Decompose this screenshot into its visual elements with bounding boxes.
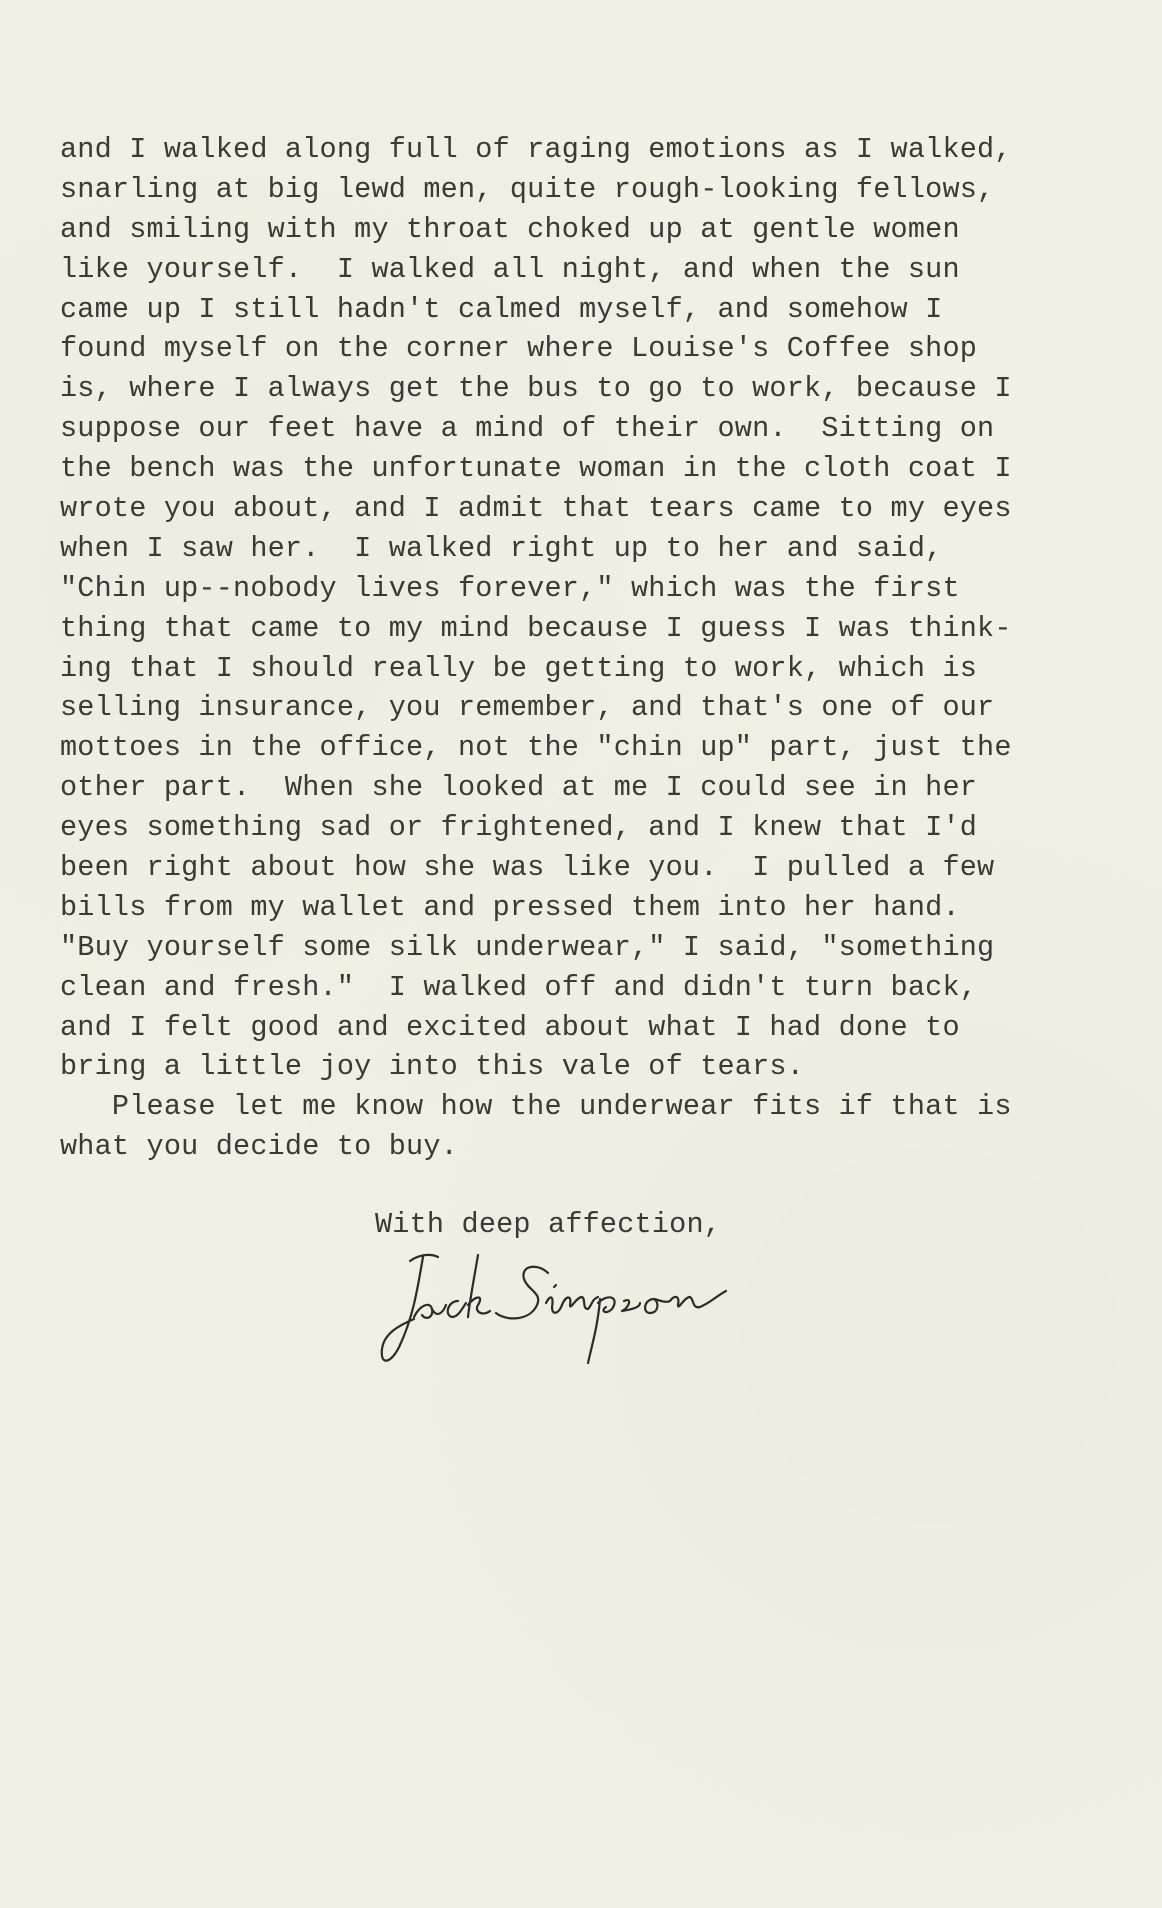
letter-line: what you decide to buy. — [60, 1130, 458, 1164]
letter-line: the bench was the unfortunate woman in the cloth coat I — [60, 452, 1012, 486]
letter-line: "Buy yourself some silk underwear," I said, "something — [60, 930, 995, 964]
letter-line: bills from my wallet and pressed them into her hand. — [60, 890, 960, 924]
letter-line: and smiling with my throat choked up at gentle women — [60, 212, 960, 246]
letter-line: been right about how she was like you. I pulled a few — [60, 851, 995, 885]
letter-line: and I felt good and excited about what I had done to — [60, 1010, 960, 1044]
letter-line: when I saw her. I walked right up to her and said, — [60, 531, 943, 565]
letter-line: ing that I should really be getting to work, which is — [60, 651, 978, 685]
letter-line: suppose our feet have a mind of their own. Sitting on — [60, 412, 995, 446]
letter-line: other part. When she looked at me I could see in her — [60, 771, 978, 805]
letter-line: snarling at big lewd men, quite rough-looking fellows, — [60, 172, 995, 206]
letter-line: came up I still hadn't calmed myself, and somehow I — [60, 292, 943, 326]
letter-line: clean and fresh." I walked off and didn't turn back, — [60, 970, 978, 1004]
letter-line: found myself on the corner where Louise's Coffee shop — [60, 332, 978, 366]
letter-line: Please let me know how the underwear fits if that is — [60, 1090, 1012, 1124]
letter-line: is, where I always get the bus to go to work, because I — [60, 372, 1012, 406]
letter-line: selling insurance, you remember, and that's one of our — [60, 691, 995, 725]
letter-line: bring a little joy into this vale of tears. — [60, 1050, 805, 1084]
letter-line: eyes something sad or frightened, and I knew that I'd — [60, 811, 978, 845]
letter-body — [60, 130, 1120, 1167]
letter-line: thing that came to my mind because I guess I was think- — [60, 611, 1012, 645]
handwritten-signature — [378, 1245, 758, 1375]
closing-salutation: With deep affection, — [375, 1208, 722, 1241]
letter-line: like yourself. I walked all night, and when the sun — [60, 252, 960, 286]
letter-line: "Chin up--nobody lives forever," which was the first — [60, 571, 960, 605]
letter-line: and I walked along full of raging emotions as I walked, — [60, 133, 1012, 166]
letter-line: mottoes in the office, not the "chin up" part, just the — [60, 731, 1012, 765]
letter-line: wrote you about, and I admit that tears came to my eyes — [60, 492, 1012, 526]
